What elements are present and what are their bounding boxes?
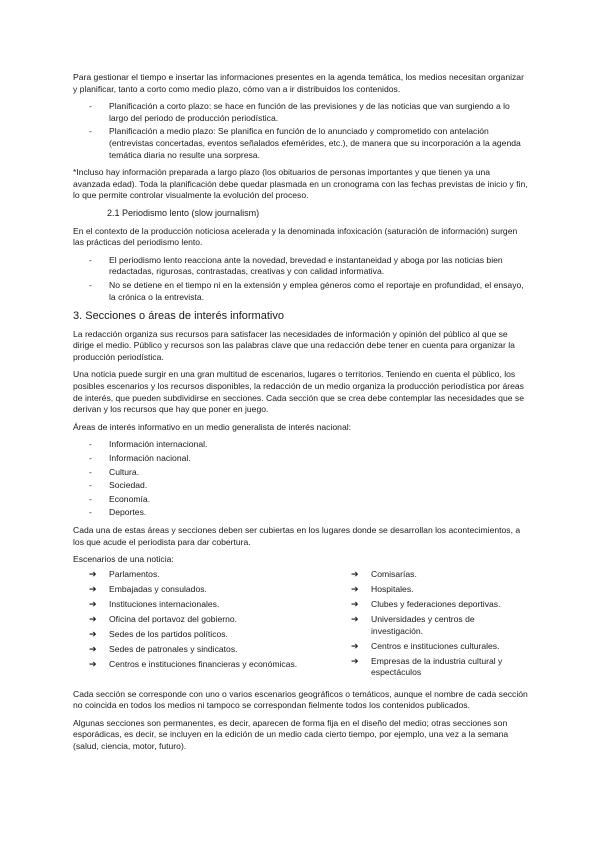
coverage-paragraph: Cada una de estas áreas y secciones deben ser cubiertas en los lugares donde se desarrollan los acontecimientos, a los que acude el periodista para dar cobertura. (73, 525, 521, 547)
list-item: ➔ Sedes de patronales y sindicatos. (89, 644, 238, 655)
arrow-icon: ➔ (89, 629, 97, 640)
arrow-icon: ➔ (89, 659, 97, 670)
section-paragraph: Una noticia puede surgir en una gran multitud de escenarios, lugares o territorios. Teniendo en cuenta el público, los posibles escenarios y los recursos disponibles, la redacción de un medio organiza la producción periodística por áreas de interés, que pueden subdividirse en secciones. Cada sección que se crea debe contemplar las necesidades que se derivan y los recursos que hay que poner en juego. (73, 369, 524, 415)
arrow-icon: ➔ (351, 614, 359, 625)
intro-paragraph: Para gestionar el tiempo e insertar las informaciones presentes en la agenda temática, los medios necesitan organizar y planificar, tanto a corto como medio plazo, cómo van a ir distribuidos los contenidos. (73, 72, 524, 94)
list-item: - Cultura. (89, 466, 140, 477)
dash-bullet: - (89, 466, 92, 477)
dash-bullet: - (89, 439, 92, 450)
list-item: ➔ Sedes de los partidos políticos. (89, 629, 228, 640)
scenarios-intro: Escenarios de una noticia: (73, 554, 174, 565)
document-body (73, 72, 528, 759)
subsection-heading: 2.1 Periodismo lento (slow journalism) (107, 207, 260, 218)
scenarios-columns (73, 569, 528, 683)
closing-paragraph: Cada sección se corresponde con uno o varios escenarios geográficos o temáticos, aunque el nombre de cada sección no coincida en todos los medios ni tampoco se correspondan fielmente todos los contenidos publicados. (73, 688, 528, 711)
list-item: ➔ Oficina del portavoz del gobierno. (89, 614, 238, 625)
arrow-icon: ➔ (89, 598, 97, 609)
list-item: - Deportes. (89, 507, 147, 518)
list-item: - No se detiene en el tiempo ni en la extensión y emplea géneros como el reportaje en profundidad, el ensayo, la crónica o la entrevista. (89, 279, 524, 302)
list-item: ➔ Embajadas y consulados. (89, 583, 207, 594)
arrow-icon: ➔ (351, 583, 359, 594)
list-item: ➔ Centros e instituciones culturales. (351, 640, 500, 651)
arrow-icon: ➔ (351, 568, 359, 579)
arrow-icon: ➔ (351, 640, 359, 651)
arrow-icon: ➔ (351, 598, 359, 609)
dash-bullet: - (89, 254, 92, 265)
list-item: - Sociedad. (89, 480, 148, 491)
list-item: ➔ Instituciones internacionales. (89, 598, 220, 609)
list-item: - Planificación a medio plazo: Se planifica en función de lo anunciado y comprometido con antelación (entrevistas concertadas, eventos señalados efemérides, etc.), de manera que su incorporación a la agenda temática diaria no resulte una sorpresa. (89, 126, 521, 160)
list-item: ➔ Parlamentos. (89, 568, 160, 579)
arrow-icon: ➔ (89, 583, 97, 594)
planning-list (73, 101, 528, 161)
dash-bullet: - (89, 453, 92, 464)
list-item: - Información internacional. (89, 439, 208, 450)
dash-bullet: - (89, 279, 92, 290)
areas-list (73, 439, 528, 519)
section-paragraph: La redacción organiza sus recursos para satisfacer las necesidades de información y opinión del público al que se dirige el medio. Público y recursos son las palabras clave que una redacción debe tener en cuenta para organizar la producción periodística. (73, 328, 515, 362)
scenarios-left-list (73, 569, 335, 683)
dash-bullet: - (89, 126, 92, 137)
list-item: - Economía. (89, 493, 151, 504)
slow-journalism-list (73, 255, 528, 303)
arrow-icon: ➔ (351, 655, 359, 666)
list-item: ➔ Comisarías. (351, 568, 417, 579)
list-item: ➔ Clubes y federaciones deportivas. (351, 598, 501, 609)
areas-intro: Áreas de interés informativo en un medio generalista de interés nacional: (73, 421, 352, 432)
list-item: - Información nacional. (89, 453, 191, 464)
list-item: ➔ Centros e instituciones financieras y económicas. (89, 659, 298, 670)
list-item: ➔ Hospitales. (351, 583, 414, 594)
dash-bullet: - (89, 493, 92, 504)
list-item: ➔ Empresas de la industria cultural y espectáculos (351, 655, 503, 678)
list-item: ➔ Universidades y centros de investigación. (351, 614, 475, 636)
arrow-icon: ➔ (89, 614, 97, 625)
section-heading: 3. Secciones o áreas de interés informativo (73, 310, 284, 323)
long-term-note: *Incluso hay información preparada a largo plazo (los obituarios de personas importantes y que tienen ya una avanzada edad). Toda la planificación debe quedar plasmada en un cronograma con las fechas previstas de inicio y fin, lo que permite controlar visualmente la evolución del proceso. (73, 167, 528, 201)
slow-intro-paragraph: En el contexto de la producción noticiosa acelerada y la denominada infoxicación (saturación de información) surgen las prácticas del periodismo lento. (73, 225, 518, 248)
list-item: - El periodismo lento reacciona ante la novedad, brevedad e instantaneidad y aboga por las noticias bien redactadas, rigurosas, contrastadas, creativas y con calidad informativa. (89, 254, 503, 277)
closing-paragraph: Algunas secciones son permanentes, es decir, aparecen de forma fija en el diseño del medio; otras secciones son esporádicas, es decir, se incluyen en la edición de un medio cada cierto tiempo, por ejemplo, una vez a la semana (salud, ciencia, motor, futuro). (73, 717, 509, 751)
arrow-icon: ➔ (89, 568, 97, 579)
list-item: - Planificación a corto plazo: se hace en función de las previsiones y de las noticias que van surgiendo a lo largo del periodo de producción periodística. (89, 101, 510, 123)
scenarios-right-list (335, 569, 525, 683)
dash-bullet: - (89, 507, 92, 518)
dash-bullet: - (89, 101, 92, 112)
dash-bullet: - (89, 480, 92, 491)
arrow-icon: ➔ (89, 644, 97, 655)
